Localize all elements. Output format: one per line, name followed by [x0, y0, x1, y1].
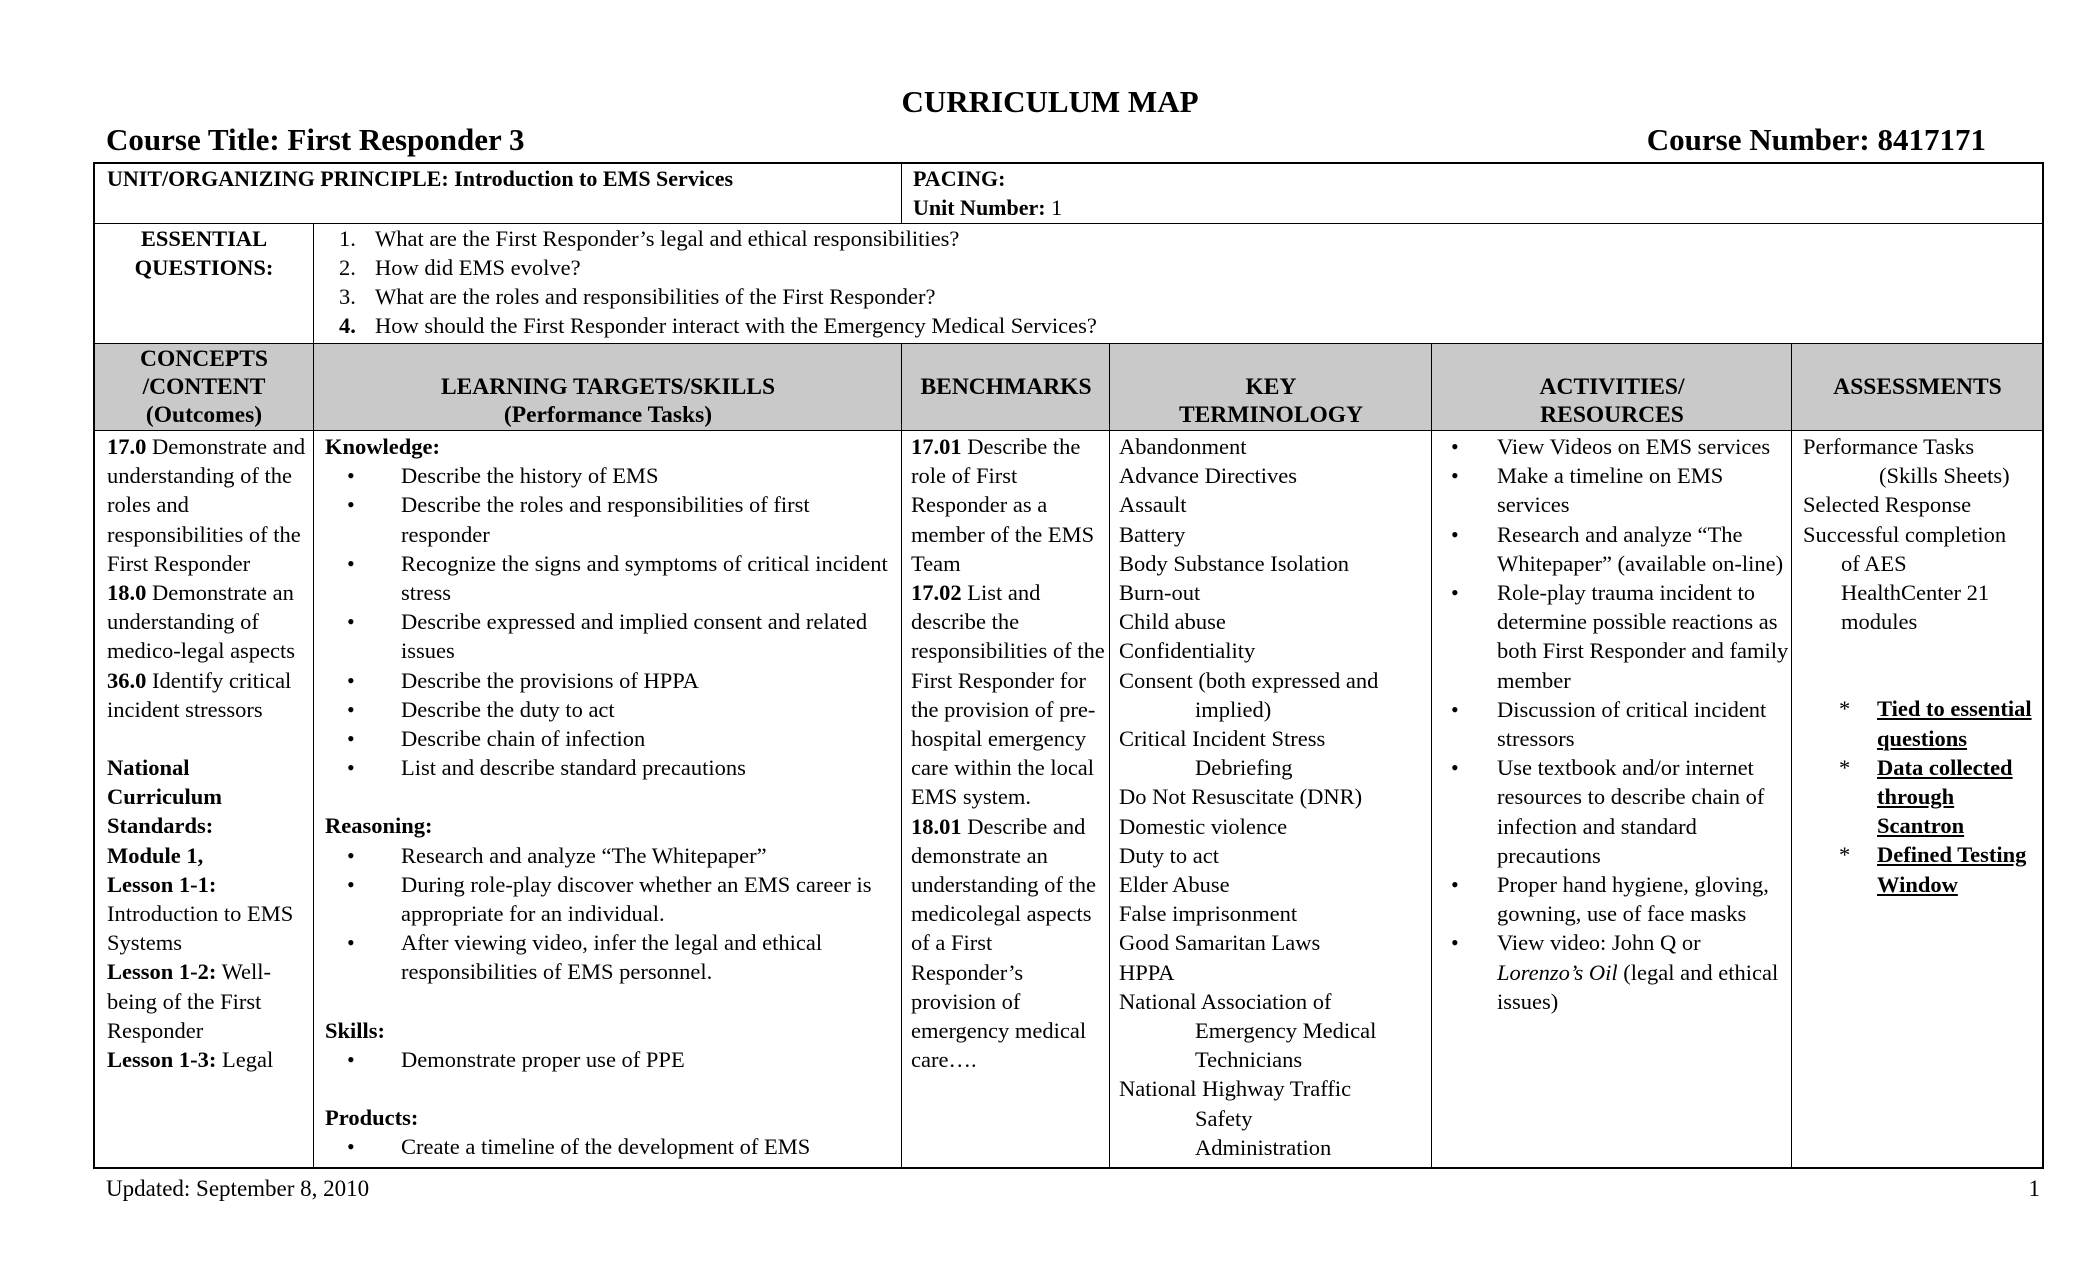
header-line: ASSESSMENTS	[1833, 374, 2002, 400]
activity-text: (legal and ethical issues)	[1497, 959, 1779, 1014]
term: Assault	[1119, 492, 1187, 518]
lesson-text: Well-being of the First Responder	[107, 959, 272, 1043]
pacing-label: PACING:	[913, 166, 1006, 191]
term-continuation: implied)	[1195, 696, 1272, 722]
list-item: • Describe expressed and implied consent and related issues	[325, 607, 897, 665]
note-text: Data collected through Scantron	[1877, 754, 2013, 839]
concepts-cell	[107, 432, 309, 1167]
term: Advance Directives	[1119, 463, 1298, 489]
unit-number-value: 1	[1045, 195, 1063, 221]
header-line: (Performance Tasks)	[503, 402, 713, 428]
outcome-17	[107, 432, 309, 578]
lesson-text: Legal	[216, 1047, 274, 1073]
term: Child abuse	[1119, 609, 1226, 635]
header-line: (Outcomes)	[145, 402, 263, 428]
term-continuation: Administration	[1195, 1134, 1332, 1160]
unit-number	[913, 193, 1513, 222]
assessment-line: Performance Tasks	[1803, 434, 1975, 459]
unit-principle-label: UNIT/ORGANIZING PRINCIPLE:	[107, 166, 449, 191]
term: Good Samaritan Laws	[1119, 930, 1321, 956]
benchmark-number: 17.02	[911, 580, 962, 606]
question-text: What are the First Responder’s legal and ethical responsibilities?	[375, 226, 960, 251]
activity-item: • Role-play trauma incident to determine possible reactions as both First Responder and family member	[1435, 578, 1789, 695]
activity-item: • Make a timeline on EMS services	[1435, 461, 1789, 519]
question-text: How should the First Responder interact with the Emergency Medical Services?	[375, 313, 1097, 338]
term-continuation: Technicians	[1195, 1047, 1303, 1073]
column-header-concepts	[95, 345, 313, 429]
essential-questions-label	[95, 224, 313, 282]
header-line: /CONTENT	[142, 374, 266, 400]
activity-film-title: Lorenzo’s Oil	[1497, 959, 1618, 985]
lesson-1-2	[107, 957, 309, 1045]
activity-item: • Proper hand hygiene, gloving, gowning, use of face masks	[1435, 870, 1789, 928]
assessment-note	[1803, 840, 2041, 898]
header-line: TERMINOLOGY	[1178, 402, 1364, 428]
assessment-line: (Skills Sheets)	[1879, 463, 2010, 489]
activity-item: • Research and analyze “The Whitepaper” (available on-line)	[1435, 520, 1789, 578]
skills-label: Skills:	[325, 1017, 386, 1043]
col-divider	[901, 343, 902, 1167]
module-label: Module 1,	[107, 842, 204, 868]
outcome-18	[107, 578, 309, 666]
term: Consent (both expressed and	[1119, 667, 1379, 693]
column-header-terminology	[1111, 373, 1431, 429]
list-item: • Create a timeline of the development of EMS	[325, 1132, 897, 1161]
benchmark-18-01	[911, 812, 1107, 1075]
activities-list	[1435, 432, 1789, 1016]
knowledge-list	[325, 461, 897, 782]
standards-title: National Curriculum Standards:	[107, 755, 222, 839]
assessment-line: HealthCenter 21	[1841, 580, 1990, 606]
activity-text: View video: John Q or	[1497, 930, 1701, 956]
benchmark-number: 18.01	[911, 813, 962, 839]
star-marker: *	[1839, 696, 1851, 722]
unit-principle-value: Introduction to EMS Services	[448, 166, 734, 191]
question-item	[315, 224, 2035, 253]
col-divider	[1109, 343, 1110, 1167]
term: False imprisonment	[1119, 901, 1298, 927]
question-number: 3.	[339, 284, 356, 309]
outcome-text: Demonstrate an understanding of medico-legal aspects	[107, 580, 296, 664]
list-item: • Describe chain of infection	[325, 724, 897, 753]
col-divider	[1791, 343, 1792, 1167]
reasoning-label: Reasoning:	[325, 813, 433, 839]
assessment-line: Successful completion	[1803, 521, 2007, 547]
unit-number-label: Unit Number:	[913, 195, 1046, 221]
row-divider	[95, 343, 2042, 344]
benchmark-text: Describe the role of First Responder as a member of the EMS Team	[911, 434, 1095, 576]
question-item	[315, 253, 2035, 282]
lesson-1-1	[107, 870, 309, 958]
term-continuation: Emergency Medical	[1195, 1018, 1377, 1044]
activity-item	[1435, 928, 1789, 1016]
list-item: • Describe the roles and responsibilities of first responder	[325, 490, 897, 548]
activity-item: • Use textbook and/or internet resources to describe chain of infection and standard precautions	[1435, 753, 1789, 870]
outcome-number: 18.0	[107, 580, 147, 606]
question-number: 4.	[339, 313, 356, 338]
header-line: RESOURCES	[1540, 402, 1684, 428]
list-item: • Recognize the signs and symptoms of critical incident stress	[325, 549, 897, 607]
assessment-note	[1803, 694, 2041, 752]
list-item: • Demonstrate proper use of PPE	[325, 1045, 897, 1074]
question-item	[315, 282, 2035, 311]
unit-principle	[107, 164, 897, 193]
lesson-label: Lesson 1-3:	[107, 1047, 217, 1073]
term: Critical Incident Stress	[1119, 726, 1326, 752]
header-line: CONCEPTS	[140, 346, 268, 372]
column-header-targets	[315, 373, 901, 429]
activities-cell	[1435, 432, 1789, 1167]
term: Body Substance Isolation	[1119, 550, 1349, 576]
list-item: • After viewing video, infer the legal and ethical responsibilities of EMS personnel.	[325, 928, 897, 986]
lesson-text: Introduction to EMS Systems	[107, 901, 294, 956]
benchmarks-cell	[911, 432, 1107, 1167]
curriculum-table	[93, 162, 2044, 1169]
term: Domestic violence	[1119, 813, 1288, 839]
page-number: 1	[2028, 1176, 2040, 1201]
list-item: • Describe the duty to act	[325, 695, 897, 724]
knowledge-label: Knowledge:	[325, 434, 440, 459]
term: Abandonment	[1119, 434, 1247, 459]
list-item: • Research and analyze “The Whitepaper”	[325, 841, 897, 870]
header-line: ACTIVITIES/	[1539, 374, 1685, 400]
targets-cell	[325, 432, 897, 1167]
term: Elder Abuse	[1119, 872, 1230, 898]
assessment-line: Selected Response	[1803, 492, 1972, 518]
question-item	[315, 311, 2035, 340]
column-header-benchmarks	[903, 373, 1109, 401]
outcome-36	[107, 666, 309, 724]
assessment-line: modules	[1841, 609, 1918, 635]
terminology-cell	[1119, 432, 1429, 1167]
benchmark-text: Describe and demonstrate an understanding of the medicolegal aspects of a First Responder’s provision of emergency medical care….	[911, 813, 1096, 1073]
pacing	[913, 164, 1513, 222]
lesson-label: Lesson 1-2:	[107, 959, 217, 985]
benchmark-17-01	[911, 432, 1107, 578]
header-line: BENCHMARKS	[920, 374, 1092, 400]
products-label: Products:	[325, 1105, 419, 1131]
activity-item: • Discussion of critical incident stressors	[1435, 695, 1789, 753]
term: Battery	[1119, 521, 1186, 547]
column-header-activities	[1433, 373, 1791, 429]
list-item: • List and describe standard precautions	[325, 753, 897, 782]
essential-questions	[315, 224, 2035, 340]
col-divider	[1431, 343, 1432, 1167]
term: Burn-out	[1119, 580, 1201, 606]
outcome-text: Demonstrate and understanding of the roles and responsibilities of the First Responder	[107, 434, 306, 576]
assessment-notes	[1803, 694, 2041, 898]
reasoning-list	[325, 841, 897, 987]
question-text: How did EMS evolve?	[375, 255, 581, 280]
assessment-line: of AES	[1841, 550, 1907, 576]
outcome-text: Identify critical incident stressors	[107, 667, 292, 722]
benchmark-number: 17.01	[911, 434, 962, 459]
eq-label-line2: QUESTIONS:	[134, 255, 274, 280]
question-text: What are the roles and responsibilities of the First Responder?	[375, 284, 936, 309]
course-title: Course Title: First Responder 3	[106, 122, 525, 157]
list-item: • Describe the provisions of HPPA	[325, 666, 897, 695]
star-marker: *	[1839, 754, 1851, 780]
question-number: 2.	[339, 255, 356, 280]
term: HPPA	[1119, 959, 1175, 985]
activity-item: • View Videos on EMS services	[1435, 432, 1789, 461]
list-item: • During role-play discover whether an EMS career is appropriate for an individual.	[325, 870, 897, 928]
benchmark-17-02	[911, 578, 1107, 812]
star-marker: *	[1839, 842, 1851, 868]
updated-date: Updated: September 8, 2010	[106, 1176, 370, 1201]
page-title: CURRICULUM MAP	[901, 84, 1199, 119]
term: Duty to act	[1119, 842, 1219, 868]
course-number: Course Number: 8417171	[1646, 122, 1986, 157]
term: Confidentiality	[1119, 638, 1256, 664]
benchmark-text: List and describe the responsibilities of the First Responder for the provision of pre-hospital emergency care within the local EMS system.	[911, 580, 1105, 810]
row-divider	[95, 430, 2042, 431]
term-continuation: Debriefing	[1195, 755, 1293, 781]
term: National Highway Traffic	[1119, 1076, 1352, 1102]
term: National Association of	[1119, 988, 1332, 1014]
col-divider	[313, 223, 314, 1167]
header-line: LEARNING TARGETS/SKILLS	[440, 374, 776, 400]
list-item: • Describe the history of EMS	[325, 461, 897, 490]
question-number: 1.	[339, 226, 356, 251]
outcome-number: 36.0	[107, 667, 147, 693]
header-line: KEY	[1245, 374, 1297, 400]
assessment-note	[1803, 753, 2041, 841]
eq-label-line1: ESSENTIAL	[140, 226, 268, 251]
term-continuation: Safety	[1195, 1105, 1253, 1131]
products-list	[325, 1132, 897, 1161]
note-text: Defined Testing Window	[1877, 842, 2027, 897]
term: Do Not Resuscitate (DNR)	[1119, 784, 1363, 810]
lesson-1-3	[107, 1045, 309, 1074]
skills-list	[325, 1045, 897, 1074]
assessments-cell	[1803, 432, 2041, 1167]
lesson-label: Lesson 1-1:	[107, 871, 217, 897]
note-text: Tied to essential questions	[1877, 696, 2032, 751]
outcome-number: 17.0	[107, 434, 147, 459]
column-header-assessments	[1793, 373, 2042, 401]
col-divider	[901, 164, 902, 223]
